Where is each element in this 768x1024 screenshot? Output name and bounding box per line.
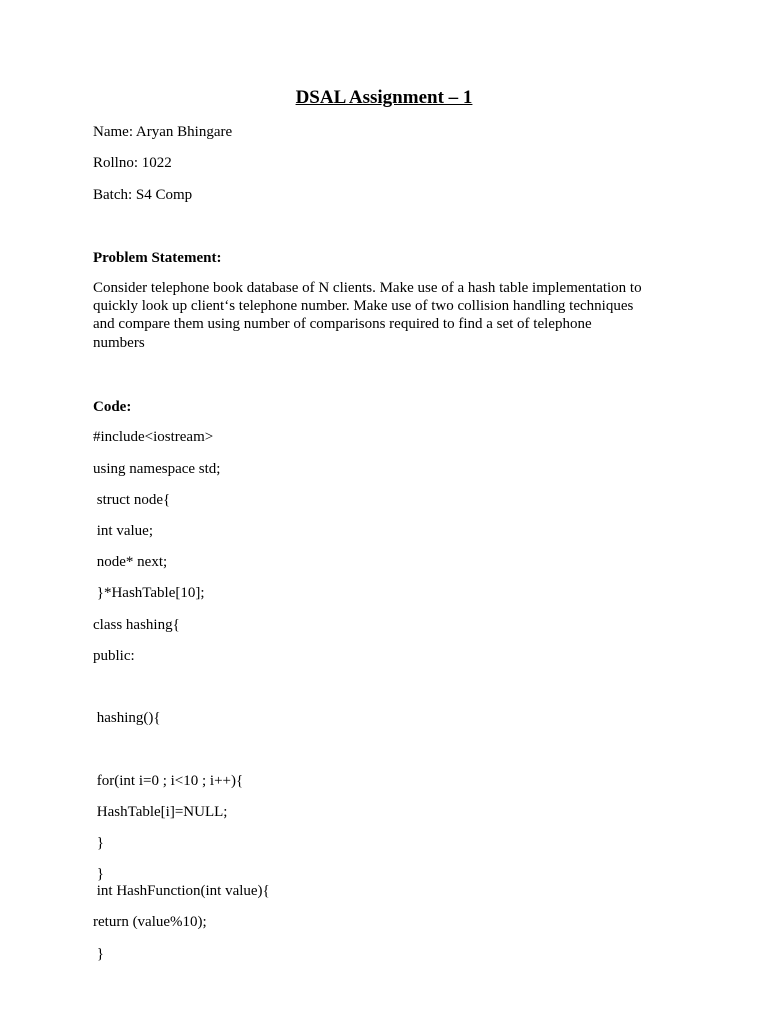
code-line: } [93,866,104,882]
code-line: public: [93,648,135,664]
problem-statement-heading: Problem Statement: [93,250,222,266]
student-name: Name: Aryan Bhingare [93,124,233,140]
student-batch: Batch: S4 Comp [93,187,193,203]
code-line: for(int i=0 ; i<10 ; i++){ [93,773,244,789]
document-title: DSAL Assignment – 1 [295,87,473,108]
code-line: #include<iostream> [93,429,214,445]
problem-line: and compare them using number of comparisons required to find a set of telephone [93,316,592,333]
student-rollno: Rollno: 1022 [93,155,172,171]
problem-line: quickly look up client‘s telephone number. Make use of two collision handling techniques [93,298,634,315]
code-line: using namespace std; [93,461,221,477]
code-line: return (value%10); [93,914,207,930]
problem-line: Consider telephone book database of N clients. Make use of a hash table implementation to [93,280,642,296]
code-line: hashing(){ [93,710,161,726]
problem-line: numbers [93,334,145,351]
code-line: HashTable[i]=NULL; [93,804,228,820]
code-line: } [93,946,104,962]
code-line: } [93,835,104,851]
code-line: struct node{ [93,492,171,508]
code-line: int value; [93,523,153,539]
code-line: }*HashTable[10]; [93,585,205,601]
code-heading: Code: [93,399,132,415]
code-line: class hashing{ [93,617,180,633]
code-line: node* next; [93,554,168,570]
problem-statement-text [93,279,673,352]
code-line: int HashFunction(int value){ [93,883,270,899]
